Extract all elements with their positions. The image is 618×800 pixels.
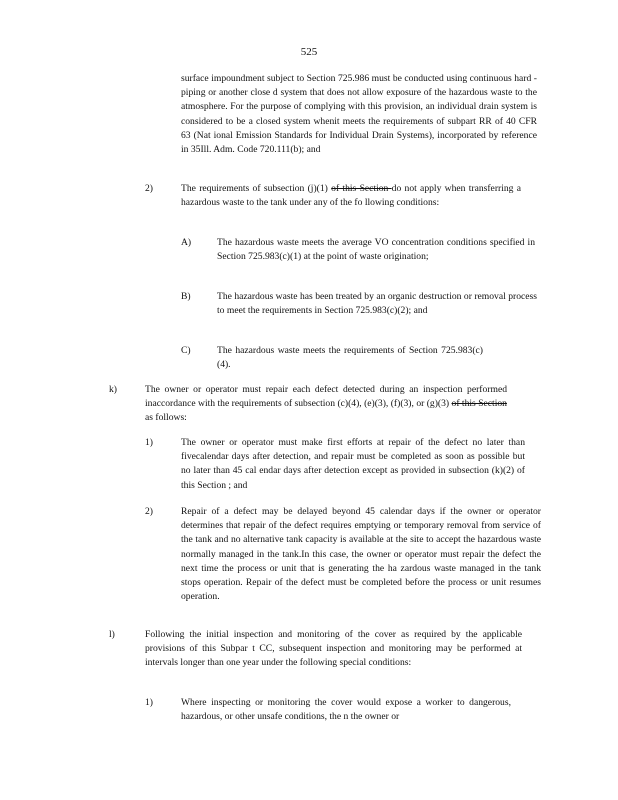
item-j2c [217, 344, 483, 372]
item-label-k: k) [109, 384, 117, 395]
item-text-cont: do not apply when transferring a hazardous waste to the tank under any of the fo llowing conditions: [181, 183, 522, 209]
item-label-j2b: B) [181, 291, 191, 302]
item-text: Following the initial inspection and monitoring of the cover as required by the applicable provisions of this Subpar t CC, subsequent inspection and monitoring may be performed at intervals longer than one year under the following special conditions: [145, 629, 522, 669]
item-text: The hazardous waste meets the requirements of Section 725.983(c)(4). [217, 345, 483, 371]
item-k [145, 383, 507, 426]
item-text: Repair of a defect may be delayed beyond 45 calendar days if the owner or operator determines that repair of the defect requires emptying or temporary removal from service of the tank and no alternative tank capacity is available at the site to accept the hazardous waste normally managed in the tank.In this case, the owner or operator must repair the defect the next time the process or unit that is generating the ha zardous waste managed in the tank stops operation. Repair of the defect must be completed before the process or unit resumes operation. [181, 506, 541, 603]
struck-text: of this Section [331, 183, 392, 194]
item-j2b [217, 290, 537, 318]
item-text: The owner or operator must repair each defect detected during an inspection performed inaccordance with the requirements of subsection (c)(4), (e)(3), (f)(3), or (g)(3) [145, 384, 507, 410]
item-label-l1: 1) [145, 697, 153, 708]
page-number: 525 [300, 46, 318, 58]
item-k1 [181, 436, 525, 493]
item-label-l: l) [109, 629, 115, 640]
struck-text: of this Section [451, 398, 507, 410]
item-text: The requirements of subsection (j)(1) [181, 183, 332, 194]
item-j2a [217, 236, 535, 264]
item-label-k1: 1) [145, 437, 153, 448]
item-label-j2c: C) [181, 345, 191, 356]
item-text: The hazardous waste meets the average VO concentration conditions specified in Section 725.983(c)(1) at the point of waste origination; [217, 237, 535, 263]
item-label-j2: 2) [145, 183, 153, 194]
continuation-paragraph [181, 72, 537, 157]
item-l [145, 628, 522, 671]
item-label-j2a: A) [181, 237, 192, 248]
paragraph-text: surface impoundment subject to Section 725.986 must be conducted using continuous hard -piping or another close d system that does not allow exposure of the hazardous waste to the atmosphere. For the purpose of complying with this provision, an individual drain system is considered to be a closed system whenit meets the requirements of subpart RR of 40 CFR 63 (Nat ional Emission Standards for Individual Drain Systems), incorporated by reference in 35Ill. Adm. Code 720.111(b); and [181, 73, 537, 156]
item-label-k2: 2) [145, 506, 153, 517]
item-k2 [181, 505, 541, 604]
item-text: The hazardous waste has been treated by an organic destruction or removal process to meet the requirements in Section 725.983(c)(2); and [217, 291, 537, 317]
item-text: The owner or operator must make first efforts at repair of the defect no later than fivecalendar days after detection, and repair must be completed as soon as possible but no later than 45 cal endar days after detection except as provided in subsection (k)(2) of this Section ; and [181, 437, 525, 491]
item-text: Where inspecting or monitoring the cover would expose a worker to dangerous, hazardous, or other unsafe conditions, the n the owner or [181, 697, 511, 723]
item-text-cont: as follows: [145, 412, 187, 424]
item-j2 [181, 182, 521, 210]
item-l1 [181, 696, 511, 724]
